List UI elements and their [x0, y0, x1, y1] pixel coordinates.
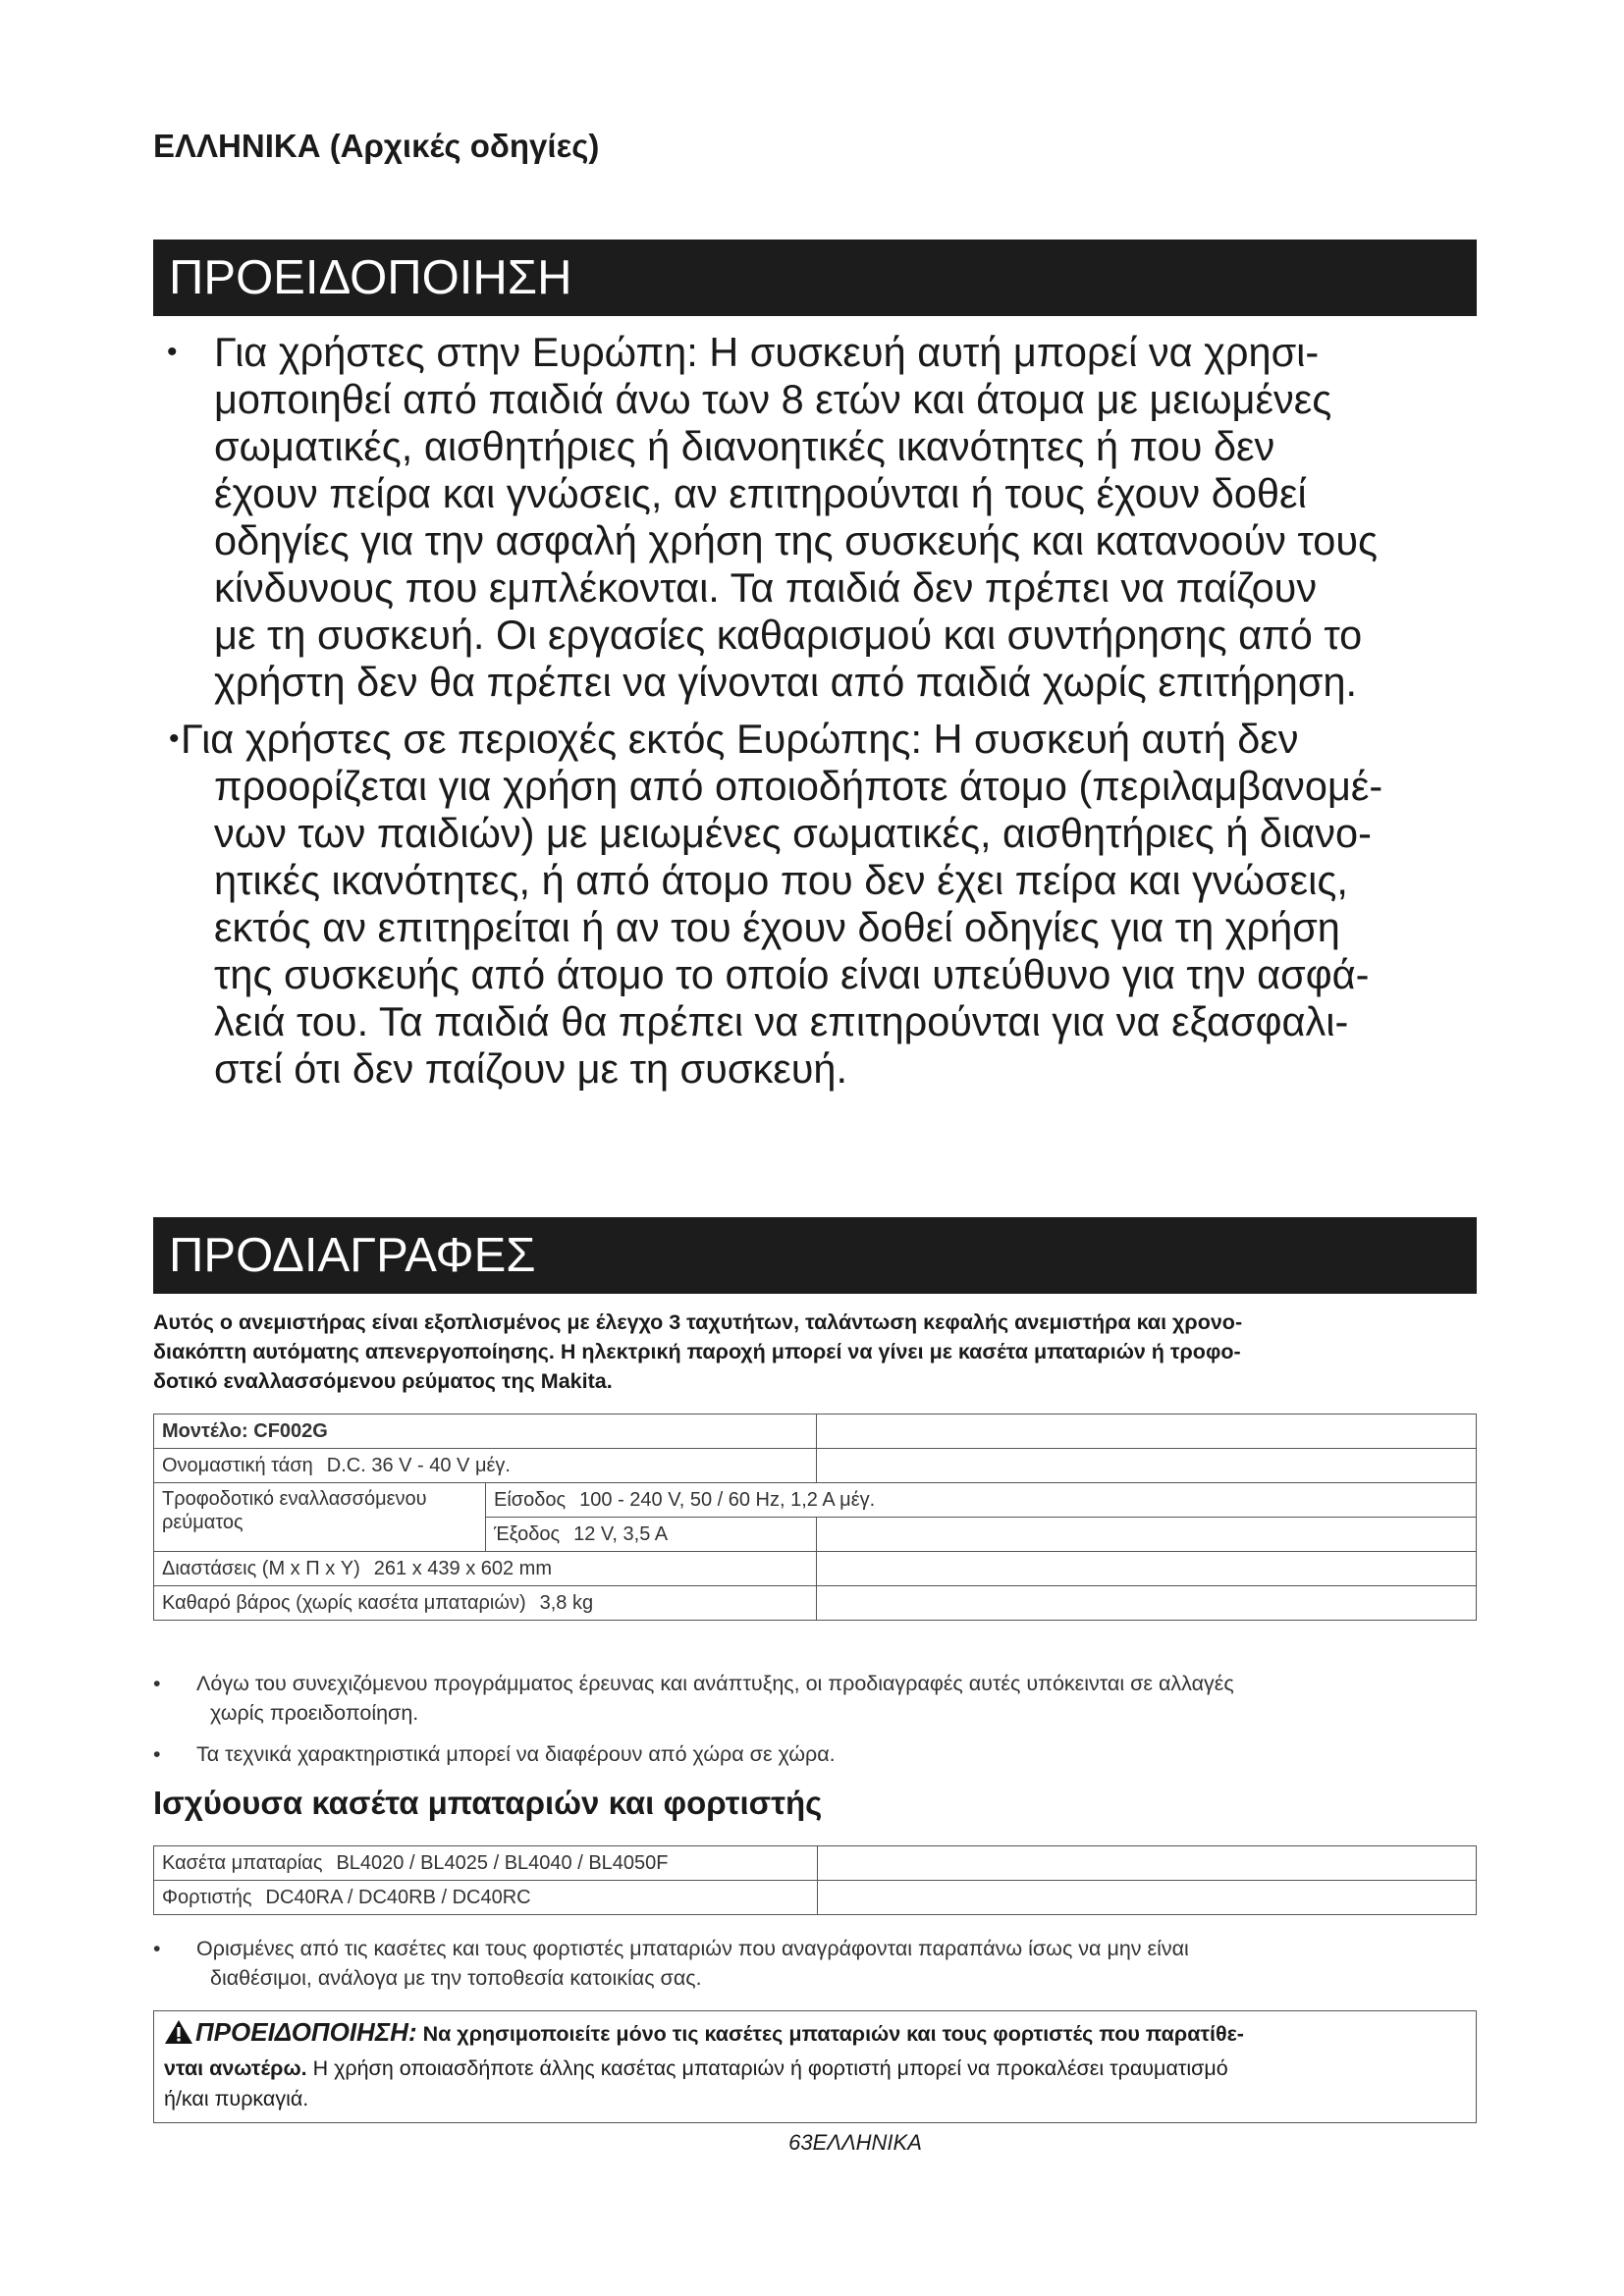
text-line: χρήστη δεν θα πρέπει να γίνονται από παιδιά χωρίς επιτήρηση.	[214, 659, 1358, 705]
text-line: χωρίς προειδοποίηση.	[210, 1701, 419, 1725]
text-line: Τα τεχνικά χαρακτηριστικά μπορεί να διαφέρουν από χώρα σε χώρα.	[196, 1742, 836, 1766]
table-row	[154, 1483, 1477, 1518]
battery-cartridge-cell	[154, 1846, 818, 1881]
bullet: •	[169, 722, 180, 755]
empty-cell	[817, 1552, 1477, 1586]
output-cell	[486, 1518, 817, 1552]
caution-line	[164, 2084, 1466, 2114]
text-line: εκτός αν επιτηρείται ή αν του έχουν δοθεί οδηγίες για τη χρήση	[214, 904, 1340, 950]
warning-list	[167, 329, 1483, 1093]
text-line: Για χρήστες σε περιοχές εκτός Ευρώπης: Η συσκευή αυτή δεν	[181, 716, 1299, 762]
table-row	[154, 1881, 1477, 1915]
text-line: μοποιηθεί από παιδιά άνω των 8 ετών και άτομα με μειωμένες	[214, 376, 1332, 422]
note-item	[147, 1934, 1483, 1993]
page-footer	[0, 2130, 1624, 2156]
text-line: με τη συσκευή. Οι εργασίες καθαρισμού και συντήρησης από το	[214, 612, 1363, 658]
bullet: •	[153, 1937, 161, 1960]
dimensions-value: 261 x 439 x 602 mm	[373, 1557, 552, 1579]
text-line: έχουν πείρα και γνώσεις, αν επιτηρούνται ή τους έχουν δοθεί	[214, 470, 1307, 516]
caution-box	[153, 2010, 1477, 2123]
warning-text	[214, 329, 1483, 706]
text-line: Αυτός ο ανεμιστήρας είναι εξοπλισμένος με έλεγχο 3 ταχυτήτων, ταλάντωση κεφαλής ανεμιστήρα και χρονο-	[153, 1310, 1243, 1334]
empty-cell	[817, 1449, 1477, 1483]
rated-voltage-cell	[154, 1449, 817, 1483]
text-line: οδηγίες για την ασφαλή χρήση της συσκευής και κατανοούν τους	[214, 517, 1379, 563]
bullet: •	[167, 336, 178, 368]
text-line: Ορισμένες από τις κασέτες και τους φορτιστές μπαταριών που αναγράφονται παραπάνω ίσως να μην είναι	[196, 1937, 1189, 1960]
language-header: ΕΛΛΗΝΙΚΑ (Αρχικές οδηγίες)	[153, 128, 600, 164]
warning-triangle-icon	[164, 2019, 193, 2054]
empty-cell	[817, 1518, 1477, 1552]
text-line: ητικές ικανότητες, ή από άτομο που δεν έχει πείρα και γνώσεις,	[214, 857, 1348, 903]
dimensions-cell	[154, 1552, 817, 1586]
caution-text: ή/και πυρκαγιά.	[164, 2087, 309, 2110]
note-item	[147, 1739, 1483, 1769]
battery-table	[153, 1845, 1477, 1915]
caution-label: ΠΡΟΕΙΔΟΠΟΙΗΣΗ:	[195, 2017, 417, 2047]
caution-line	[164, 2017, 1466, 2054]
weight-cell	[154, 1586, 817, 1621]
caution-text: Η χρήση οποιασδήποτε άλλης κασέτας μπαταριών ή φορτιστή μπορεί να προκαλέσει τραυματισμό	[312, 2056, 1228, 2080]
specifications-intro	[153, 1308, 1475, 1396]
table-row	[154, 1846, 1477, 1881]
table-row	[154, 1449, 1477, 1483]
empty-cell	[817, 1586, 1477, 1621]
charger-label: Φορτιστής	[162, 1886, 252, 1908]
page-number: 63	[788, 2130, 813, 2155]
text-line: της συσκευής από άτομο το οποίο είναι υπεύθυνο για την ασφά-	[214, 951, 1370, 997]
weight-value: 3,8 kg	[539, 1591, 594, 1614]
weight-label: Καθαρό βάρος (χωρίς κασέτα μπαταριών)	[162, 1591, 526, 1614]
text-line: στεί ότι δεν παίζουν με τη συσκευή.	[214, 1045, 848, 1092]
output-label: Έξοδος	[494, 1522, 561, 1545]
text-line: Λόγω του συνεχιζόμενου προγράμματος έρευνας και ανάπτυξης, οι προδιαγραφές αυτές υπόκεινται σε αλλαγές	[196, 1672, 1234, 1695]
caution-line	[164, 2054, 1466, 2084]
text-line: διαθέσιμοι, ανάλογα με την τοποθεσία κατοικίας σας.	[210, 1966, 702, 1990]
battery-cartridge-value: BL4020 / BL4025 / BL4040 / BL4050F	[336, 1851, 669, 1874]
ac-adapter-label	[154, 1483, 486, 1552]
specifications-notes	[147, 1669, 1483, 1781]
text-line: διακόπτη αυτόματης απενεργοποίησης. Η ηλεκτρική παροχή μπορεί να γίνει με κασέτα μπαταριών ή τροφο-	[153, 1340, 1241, 1363]
warning-item-outside-europe	[167, 716, 1483, 1093]
input-cell	[486, 1483, 1477, 1518]
charger-cell	[154, 1881, 818, 1915]
note-item	[147, 1669, 1483, 1728]
rated-voltage-label: Ονομαστική τάση	[162, 1454, 313, 1476]
text-line: σωματικές, αισθητήριες ή διανοητικές ικανότητες ή που δεν	[214, 423, 1275, 469]
warning-banner: ΠΡΟΕΙΔΟΠΟΙΗΣΗ	[153, 240, 1477, 316]
table-row	[154, 1415, 1477, 1449]
text-line: Τροφοδοτικό εναλλασσόμενου	[162, 1488, 427, 1510]
output-value: 12 V, 3,5 A	[573, 1522, 669, 1545]
battery-notes	[147, 1934, 1483, 2004]
battery-cartridge-label: Κασέτα μπαταρίας	[162, 1851, 323, 1874]
empty-cell	[818, 1881, 1477, 1915]
empty-cell	[817, 1415, 1477, 1449]
warning-item-europe	[167, 329, 1483, 706]
text-line: νων των παιδιών) με μειωμένες σωματικές, αισθητήριες ή διανο-	[214, 810, 1372, 856]
text-line: ρεύματος	[162, 1512, 244, 1533]
table-row	[154, 1586, 1477, 1621]
text-line: δοτικό εναλλασσόμενου ρεύματος της Makita.	[153, 1369, 613, 1393]
battery-section-heading: Ισχύουσα κασέτα μπαταριών και φορτιστής	[153, 1785, 823, 1821]
text-line: λειά του. Τα παιδιά θα πρέπει να επιτηρούνται για να εξασφαλι-	[214, 998, 1349, 1044]
model-cell: Μοντέλο: CF002G	[154, 1415, 817, 1449]
table-row	[154, 1552, 1477, 1586]
bullet: •	[153, 1742, 161, 1766]
footer-language: ΕΛΛΗΝΙΚΑ	[812, 2130, 922, 2155]
specifications-banner: ΠΡΟΔΙΑΓΡΑΦΕΣ	[153, 1217, 1477, 1294]
bullet: •	[153, 1672, 161, 1695]
rated-voltage-value: D.C. 36 V - 40 V μέγ.	[326, 1454, 511, 1476]
dimensions-label: Διαστάσεις (Μ x Π x Υ)	[162, 1557, 360, 1579]
caution-bold-text: νται ανωτέρω.	[164, 2056, 307, 2080]
caution-bold-text: Να χρησιμοποιείτε μόνο τις κασέτες μπαταριών και τους φορτιστές που παρατίθε-	[422, 2022, 1244, 2046]
text-line: προορίζεται για χρήση από οποιοδήποτε άτομο (περιλαμβανομέ-	[214, 763, 1383, 809]
empty-cell	[818, 1846, 1477, 1881]
input-value: 100 - 240 V, 50 / 60 Hz, 1,2 A μέγ.	[579, 1488, 876, 1511]
warning-text	[181, 716, 1483, 1093]
input-label: Είσοδος	[494, 1488, 567, 1511]
charger-value: DC40RA / DC40RB / DC40RC	[265, 1886, 531, 1908]
text-line: Για χρήστες στην Ευρώπη: Η συσκευή αυτή μπορεί να χρησι-	[214, 329, 1320, 375]
text-line: κίνδυνους που εμπλέκονται. Τα παιδιά δεν πρέπει να παίζουν	[214, 564, 1318, 611]
specifications-table	[153, 1414, 1477, 1621]
